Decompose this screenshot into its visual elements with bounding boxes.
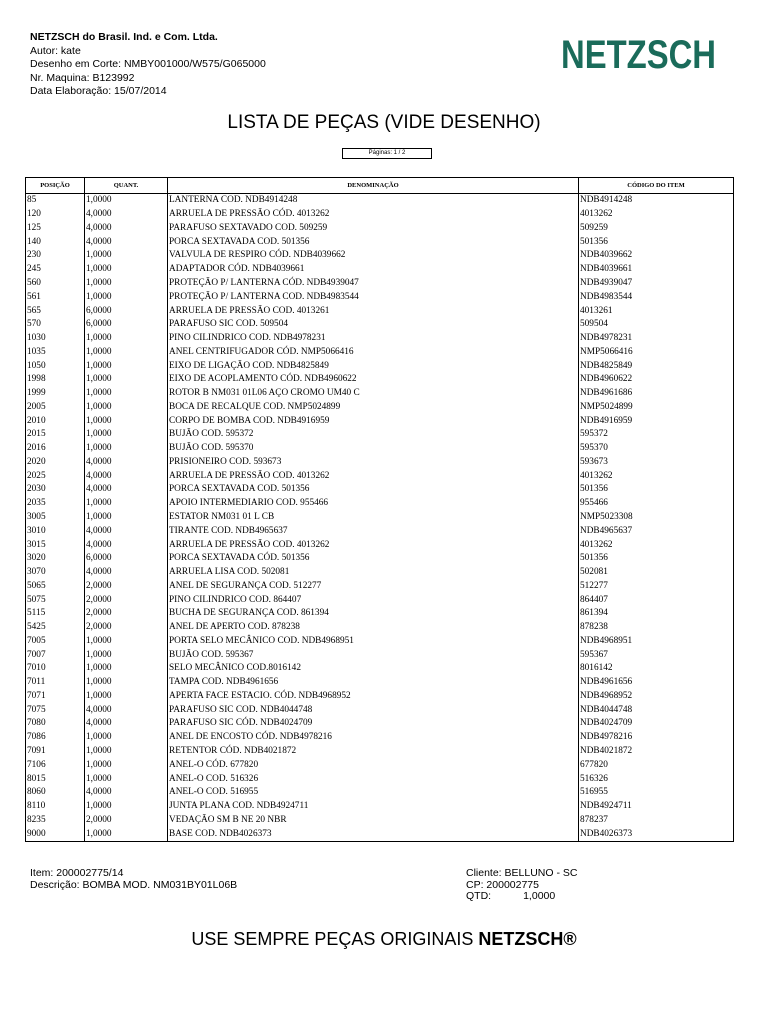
cell-description: ANEL DE SEGURANÇA COD. 512277 [168, 579, 579, 593]
table-row [26, 304, 734, 318]
cell-position: 5075 [26, 593, 85, 607]
table-row [26, 648, 734, 662]
cell-description: LANTERNA COD. NDB4914248 [168, 194, 579, 208]
cell-item-code: 595372 [579, 428, 734, 442]
cell-position: 3005 [26, 511, 85, 525]
table-row [26, 263, 734, 277]
cell-item-code: NDB4021872 [579, 745, 734, 759]
table-row [26, 359, 734, 373]
cell-item-code: NDB4914248 [579, 194, 734, 208]
footer-qtd-label: QTD: [466, 890, 492, 902]
cell-description: ANEL CENTRIFUGADOR CÓD. NMP5066416 [168, 345, 579, 359]
cell-position: 2025 [26, 469, 85, 483]
footer-item: Item: 200002775/14 [30, 867, 124, 879]
document-title: LISTA DE PEÇAS (VIDE DESENHO) [227, 112, 541, 133]
cell-description: BUJÃO COD. 595367 [168, 648, 579, 662]
cell-position: 5425 [26, 621, 85, 635]
cell-position: 2016 [26, 442, 85, 456]
cell-item-code: 878238 [579, 621, 734, 635]
table-row [26, 717, 734, 731]
cell-item-code: 595370 [579, 442, 734, 456]
cell-item-code: 595367 [579, 648, 734, 662]
cell-description: RETENTOR CÓD. NDB4021872 [168, 745, 579, 759]
cell-description: JUNTA PLANA COD. NDB4924711 [168, 800, 579, 814]
table-row [26, 456, 734, 470]
cell-quantity: 1,0000 [85, 428, 168, 442]
cell-item-code: 4013262 [579, 538, 734, 552]
cell-position: 7075 [26, 703, 85, 717]
cell-description: TAMPA COD. NDB4961656 [168, 676, 579, 690]
footer-item-info [30, 868, 237, 891]
cell-quantity: 1,0000 [85, 772, 168, 786]
cell-description: PROTEÇÃO P/ LANTERNA CÓD. NDB4939047 [168, 277, 579, 291]
author-line: Autor: kate [30, 44, 81, 57]
cell-quantity: 1,0000 [85, 387, 168, 401]
cell-position: 5065 [26, 579, 85, 593]
cell-position: 3070 [26, 566, 85, 580]
cell-item-code: NDB4024709 [579, 717, 734, 731]
cell-quantity: 4,0000 [85, 566, 168, 580]
cell-item-code: NDB4825849 [579, 359, 734, 373]
cell-description: ARRUELA LISA COD. 502081 [168, 566, 579, 580]
table-row [26, 442, 734, 456]
cell-position: 8110 [26, 800, 85, 814]
cell-position: 230 [26, 249, 85, 263]
table-row [26, 827, 734, 841]
logo-text: NETZSCH [561, 33, 716, 77]
cell-position: 2015 [26, 428, 85, 442]
cell-position: 2005 [26, 400, 85, 414]
cell-quantity: 1,0000 [85, 635, 168, 649]
cell-quantity: 1,0000 [85, 345, 168, 359]
parts-table [25, 177, 734, 842]
table-row [26, 332, 734, 346]
cell-quantity: 6,0000 [85, 304, 168, 318]
footer-description: Descrição: BOMBA MOD. NM031BY01L06B [30, 878, 238, 891]
cell-quantity: 4,0000 [85, 456, 168, 470]
cell-description: APOIO INTERMEDIARIO COD. 955466 [168, 497, 579, 511]
cell-position: 140 [26, 235, 85, 249]
cell-quantity: 1,0000 [85, 373, 168, 387]
cell-quantity: 1,0000 [85, 648, 168, 662]
table-row [26, 400, 734, 414]
cell-description: ANEL DE APERTO COD. 878238 [168, 621, 579, 635]
drawing-line: Desenho em Corte: NMBY001000/W575/G065000 [30, 58, 266, 70]
cell-position: 8015 [26, 772, 85, 786]
cell-description: PARAFUSO SEXTAVADO COD. 509259 [168, 222, 579, 236]
cell-item-code: 502081 [579, 566, 734, 580]
cell-quantity: 1,0000 [85, 194, 168, 208]
cell-position: 570 [26, 318, 85, 332]
table-row [26, 538, 734, 552]
cell-position: 7106 [26, 758, 85, 772]
cell-description: SELO MECÂNICO COD.8016142 [168, 662, 579, 676]
cell-position: 7080 [26, 717, 85, 731]
table-row [26, 469, 734, 483]
cell-item-code: 509504 [579, 318, 734, 332]
table-row [26, 387, 734, 401]
cell-item-code: 501356 [579, 483, 734, 497]
company-info [30, 31, 266, 99]
cell-position: 245 [26, 263, 85, 277]
cell-item-code: NDB4978216 [579, 731, 734, 745]
cell-item-code: 516955 [579, 786, 734, 800]
cell-description: BUJÃO COD. 595370 [168, 442, 579, 456]
table-header-row [26, 178, 734, 194]
cell-quantity: 4,0000 [85, 786, 168, 800]
cell-quantity: 4,0000 [85, 524, 168, 538]
table-row [26, 579, 734, 593]
cell-position: 7010 [26, 662, 85, 676]
cell-position: 1050 [26, 359, 85, 373]
cell-quantity: 1,0000 [85, 662, 168, 676]
cell-quantity: 2,0000 [85, 593, 168, 607]
cell-position: 2020 [26, 456, 85, 470]
table-row [26, 772, 734, 786]
cell-quantity: 1,0000 [85, 414, 168, 428]
cell-quantity: 1,0000 [85, 758, 168, 772]
cell-item-code: NDB4044748 [579, 703, 734, 717]
date-line: Data Elaboração: 15/07/2014 [30, 85, 167, 97]
cell-description: APERTA FACE ESTACIO. CÓD. NDB4968952 [168, 690, 579, 704]
cell-description: PINO CILINDRICO COD. NDB4978231 [168, 332, 579, 346]
cell-description: ADAPTADOR CÓD. NDB4039661 [168, 263, 579, 277]
footer-cp: CP: 200002775 [466, 878, 539, 891]
cell-description: VALVULA DE RESPIRO CÓD. NDB4039662 [168, 249, 579, 263]
table-row [26, 511, 734, 525]
cell-description: PORCA SEXTAVADA CÓD. 501356 [168, 552, 579, 566]
cell-description: EIXO DE ACOPLAMENTO CÓD. NDB4960622 [168, 373, 579, 387]
cell-item-code: NDB4924711 [579, 800, 734, 814]
cell-position: 565 [26, 304, 85, 318]
cell-item-code: 501356 [579, 552, 734, 566]
table-row [26, 703, 734, 717]
table-row [26, 552, 734, 566]
table-row [26, 731, 734, 745]
cell-position: 7071 [26, 690, 85, 704]
slogan-brand: NETZSCH® [478, 929, 577, 949]
cell-description: BUCHA DE SEGURANÇA COD. 861394 [168, 607, 579, 621]
cell-quantity: 6,0000 [85, 552, 168, 566]
table-row [26, 345, 734, 359]
cell-description: ARRUELA DE PRESSÃO COD. 4013261 [168, 304, 579, 318]
cell-description: PORCA SEXTAVADA COD. 501356 [168, 235, 579, 249]
cell-quantity: 4,0000 [85, 469, 168, 483]
parts-table-body [26, 194, 734, 842]
cell-item-code: NDB4939047 [579, 277, 734, 291]
cell-description: ARRUELA DE PRESSÃO COD. 4013262 [168, 538, 579, 552]
cell-description: BASE COD. NDB4026373 [168, 827, 579, 841]
cell-item-code: NDB4968951 [579, 635, 734, 649]
machine-line: Nr. Maquina: B123992 [30, 71, 135, 84]
cell-description: BUJÃO COD. 595372 [168, 428, 579, 442]
table-row [26, 318, 734, 332]
cell-position: 8060 [26, 786, 85, 800]
table-row [26, 235, 734, 249]
cell-item-code: NDB4965637 [579, 524, 734, 538]
cell-item-code: NDB4983544 [579, 290, 734, 304]
cell-item-code: NDB4961656 [579, 676, 734, 690]
column-header-item-code: CÓDIGO DO ITEM [579, 178, 734, 194]
cell-position: 2030 [26, 483, 85, 497]
cell-position: 7007 [26, 648, 85, 662]
cell-item-code: NMP5024899 [579, 400, 734, 414]
cell-item-code: 864407 [579, 593, 734, 607]
cell-quantity: 1,0000 [85, 497, 168, 511]
cell-position: 561 [26, 290, 85, 304]
table-row [26, 373, 734, 387]
cell-description: PARAFUSO SIC COD. 509504 [168, 318, 579, 332]
cell-quantity: 1,0000 [85, 511, 168, 525]
cell-item-code: 8016142 [579, 662, 734, 676]
cell-description: PORCA SEXTAVADA COD. 501356 [168, 483, 579, 497]
cell-quantity: 2,0000 [85, 579, 168, 593]
table-row [26, 414, 734, 428]
cell-item-code: 4013262 [579, 469, 734, 483]
cell-position: 7005 [26, 635, 85, 649]
cell-quantity: 1,0000 [85, 800, 168, 814]
cell-position: 3015 [26, 538, 85, 552]
table-row [26, 676, 734, 690]
column-header-quantity: QUANT. [85, 178, 168, 194]
cell-item-code: NDB4961686 [579, 387, 734, 401]
cell-description: ESTATOR NM031 01 L CB [168, 511, 579, 525]
footer-qtd [466, 891, 577, 903]
cell-description: PRISIONEIRO COD. 593673 [168, 456, 579, 470]
cell-item-code: NDB4916959 [579, 414, 734, 428]
cell-item-code: NDB4039662 [579, 249, 734, 263]
cell-description: PARAFUSO SIC COD. NDB4044748 [168, 703, 579, 717]
cell-quantity: 4,0000 [85, 703, 168, 717]
cell-quantity: 2,0000 [85, 607, 168, 621]
cell-item-code: NDB4978231 [579, 332, 734, 346]
cell-item-code: 677820 [579, 758, 734, 772]
table-row [26, 483, 734, 497]
cell-position: 1030 [26, 332, 85, 346]
table-row [26, 745, 734, 759]
cell-item-code: 4013262 [579, 208, 734, 222]
table-row [26, 290, 734, 304]
table-row [26, 208, 734, 222]
cell-position: 120 [26, 208, 85, 222]
cell-item-code: 878237 [579, 813, 734, 827]
cell-quantity: 1,0000 [85, 290, 168, 304]
table-row [26, 813, 734, 827]
table-row [26, 635, 734, 649]
cell-quantity: 1,0000 [85, 359, 168, 373]
cell-item-code: 955466 [579, 497, 734, 511]
cell-position: 1999 [26, 387, 85, 401]
cell-quantity: 2,0000 [85, 813, 168, 827]
company-name: NETZSCH do Brasil. Ind. e Com. Ltda. [30, 31, 218, 43]
cell-item-code: NDB4039661 [579, 263, 734, 277]
cell-description: TIRANTE COD. NDB4965637 [168, 524, 579, 538]
table-row [26, 607, 734, 621]
cell-quantity: 4,0000 [85, 538, 168, 552]
cell-position: 5115 [26, 607, 85, 621]
cell-quantity: 1,0000 [85, 263, 168, 277]
cell-position: 85 [26, 194, 85, 208]
cell-description: ANEL-O COD. 516955 [168, 786, 579, 800]
cell-position: 3020 [26, 552, 85, 566]
cell-item-code: NMP5066416 [579, 345, 734, 359]
table-row [26, 222, 734, 236]
table-row [26, 194, 734, 208]
cell-quantity: 4,0000 [85, 222, 168, 236]
cell-position: 560 [26, 277, 85, 291]
cell-quantity: 4,0000 [85, 208, 168, 222]
cell-description: ARRUELA DE PRESSÃO CÓD. 4013262 [168, 208, 579, 222]
cell-item-code: NDB4026373 [579, 827, 734, 841]
column-header-position: POSIÇÃO [26, 178, 85, 194]
footer-client: Cliente: BELLUNO - SC [466, 867, 578, 879]
cell-quantity: 1,0000 [85, 676, 168, 690]
slogan [0, 929, 768, 950]
cell-item-code: 593673 [579, 456, 734, 470]
cell-description: PROTEÇÃO P/ LANTERNA COD. NDB4983544 [168, 290, 579, 304]
cell-quantity: 1,0000 [85, 690, 168, 704]
cell-description: ANEL-O CÓD. 677820 [168, 758, 579, 772]
cell-position: 7086 [26, 731, 85, 745]
cell-position: 2035 [26, 497, 85, 511]
table-row [26, 277, 734, 291]
column-header-description: DENOMINAÇÃO [168, 178, 579, 194]
cell-quantity: 1,0000 [85, 442, 168, 456]
cell-quantity: 6,0000 [85, 318, 168, 332]
cell-description: PARAFUSO SIC CÓD. NDB4024709 [168, 717, 579, 731]
cell-position: 8235 [26, 813, 85, 827]
table-row [26, 428, 734, 442]
cell-item-code: 501356 [579, 235, 734, 249]
cell-quantity: 4,0000 [85, 235, 168, 249]
table-row [26, 566, 734, 580]
cell-description: ARRUELA DE PRESSÃO COD. 4013262 [168, 469, 579, 483]
table-row [26, 662, 734, 676]
cell-item-code: NDB4960622 [579, 373, 734, 387]
cell-item-code: 861394 [579, 607, 734, 621]
cell-description: PINO CILINDRICO COD. 864407 [168, 593, 579, 607]
cell-position: 7011 [26, 676, 85, 690]
cell-description: ROTOR B NM031 01L06 AÇO CROMO UM40 C [168, 387, 579, 401]
footer-client-info [466, 868, 577, 903]
cell-position: 7091 [26, 745, 85, 759]
cell-quantity: 1,0000 [85, 332, 168, 346]
cell-position: 3010 [26, 524, 85, 538]
table-row [26, 249, 734, 263]
cell-position: 1998 [26, 373, 85, 387]
table-row [26, 621, 734, 635]
cell-quantity: 1,0000 [85, 731, 168, 745]
table-row [26, 758, 734, 772]
cell-position: 1035 [26, 345, 85, 359]
cell-position: 125 [26, 222, 85, 236]
cell-description: PORTA SELO MECÂNICO COD. NDB4968951 [168, 635, 579, 649]
cell-item-code: 509259 [579, 222, 734, 236]
cell-item-code: 4013261 [579, 304, 734, 318]
cell-quantity: 1,0000 [85, 745, 168, 759]
cell-item-code: 512277 [579, 579, 734, 593]
cell-quantity: 4,0000 [85, 717, 168, 731]
cell-description: EIXO DE LIGAÇÃO COD. NDB4825849 [168, 359, 579, 373]
cell-description: VEDAÇÃO SM B NE 20 NBR [168, 813, 579, 827]
cell-description: ANEL-O COD. 516326 [168, 772, 579, 786]
table-row [26, 497, 734, 511]
cell-quantity: 4,0000 [85, 483, 168, 497]
table-row [26, 524, 734, 538]
table-row [26, 690, 734, 704]
cell-position: 2010 [26, 414, 85, 428]
cell-quantity: 1,0000 [85, 249, 168, 263]
cell-item-code: NMP5023308 [579, 511, 734, 525]
cell-quantity: 1,0000 [85, 277, 168, 291]
cell-description: BOCA DE RECALQUE COD. NMP5024899 [168, 400, 579, 414]
cell-quantity: 1,0000 [85, 827, 168, 841]
cell-position: 9000 [26, 827, 85, 841]
slogan-text: USE SEMPRE PEÇAS ORIGINAIS [191, 929, 479, 949]
cell-item-code: 516326 [579, 772, 734, 786]
cell-quantity: 2,0000 [85, 621, 168, 635]
cell-item-code: NDB4968952 [579, 690, 734, 704]
page-indicator: Páginas: 1 / 2 [342, 148, 432, 159]
cell-quantity: 1,0000 [85, 400, 168, 414]
footer-qtd-value: 1,0000 [523, 890, 556, 902]
table-row [26, 786, 734, 800]
table-row [26, 593, 734, 607]
cell-description: ANEL DE ENCOSTO CÓD. NDB4978216 [168, 731, 579, 745]
cell-description: CORPO DE BOMBA COD. NDB4916959 [168, 414, 579, 428]
netzsch-logo [561, 33, 716, 77]
table-row [26, 800, 734, 814]
